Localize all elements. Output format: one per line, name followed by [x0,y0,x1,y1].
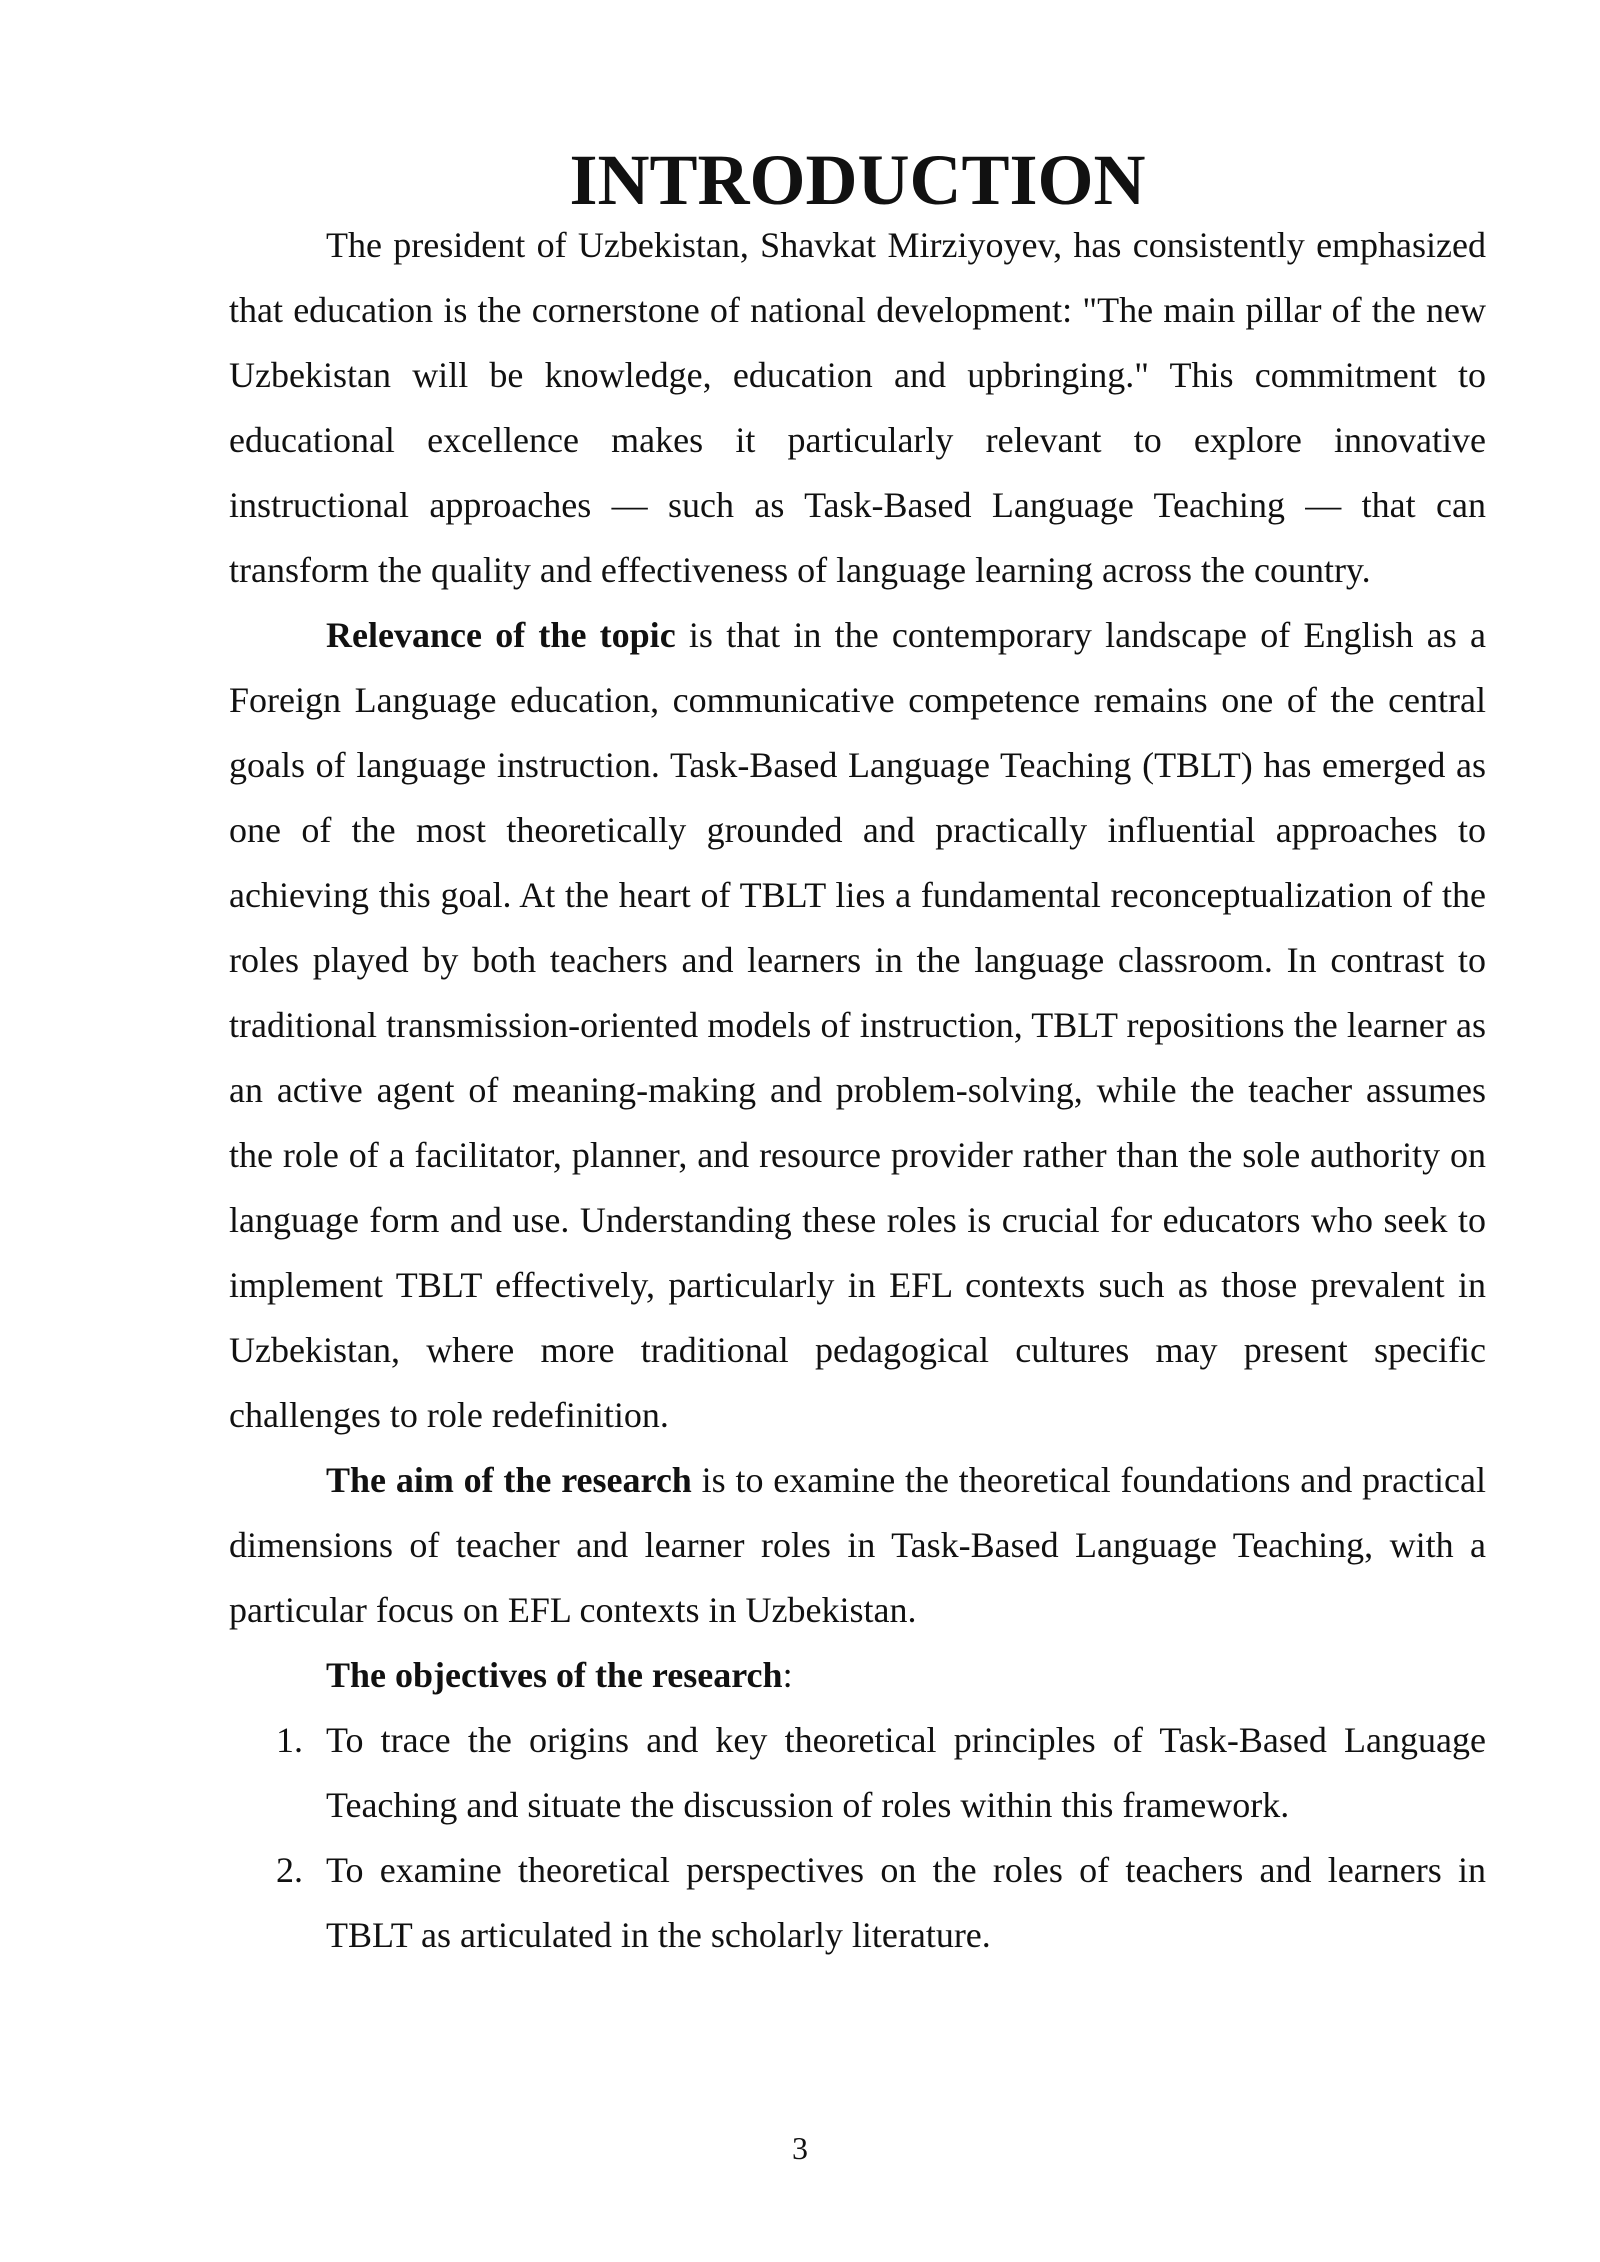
list-item-text: To trace the origins and key theoretical principles of Task-Based Language Teaching and situate the discussion of roles within this framework. [326,1720,1486,1825]
relevance-paragraph [229,603,1486,1448]
objectives-suffix: : [782,1655,793,1695]
aim-label: The aim of the research [326,1460,692,1500]
aim-paragraph [229,1448,1486,1643]
page-content [229,140,1486,1968]
relevance-label: Relevance of the topic [326,615,676,655]
list-item [229,1708,1486,1838]
intro-paragraph: The president of Uzbekistan, Shavkat Mirziyoyev, has consistently emphasized that education is the cornerstone of national development: "The main pillar of the new Uzbekistan will be knowledge, education and upbringing." This commitment to educational excellence makes it particularly relevant to explore innovative instructional approaches — such as Task-Based Language Teaching — that can transform the quality and effectiveness of language learning across the country. [229,225,1486,590]
list-item [229,1838,1486,1968]
page-title: INTRODUCTION [569,140,1146,220]
objectives-label: The objectives of the research [326,1655,783,1695]
list-item-number: 2. [276,1850,303,1890]
objectives-list [229,1708,1486,1968]
relevance-text: is that in the contemporary landscape of English as a Foreign Language education, communicative competence remains one of the central goals of language instruction. Task-Based Language Teaching (TBLT) has emerged as one of the most theoretically grounded and practically influential approaches to achieving this goal. At the heart of TBLT lies a fundamental reconceptualization of the roles played by both teachers and learners in the language classroom. In contrast to traditional transmission-oriented models of instruction, TBLT repositions the learner as an active agent of meaning-making and problem-solving, while the teacher assumes the role of a facilitator, planner, and resource provider rather than the sole authority on language form and use. Understanding these roles is crucial for educators who seek to implement TBLT effectively, particularly in EFL contexts such as those prevalent in Uzbekistan, where more traditional pedagogical cultures may present specific challenges to role redefinition. [229,615,1486,1435]
objectives-heading [229,1643,1486,1708]
aim-text: is to examine the theoretical foundations and practical dimensions of teacher and learner roles in Task-Based Language Teaching, with a particular focus on EFL contexts in Uzbekistan. [229,1460,1486,1630]
page-number: 3 [792,2130,808,2166]
list-item-number: 1. [276,1720,303,1760]
list-item-text: To examine theoretical perspectives on the roles of teachers and learners in TBLT as articulated in the scholarly literature. [326,1850,1486,1955]
